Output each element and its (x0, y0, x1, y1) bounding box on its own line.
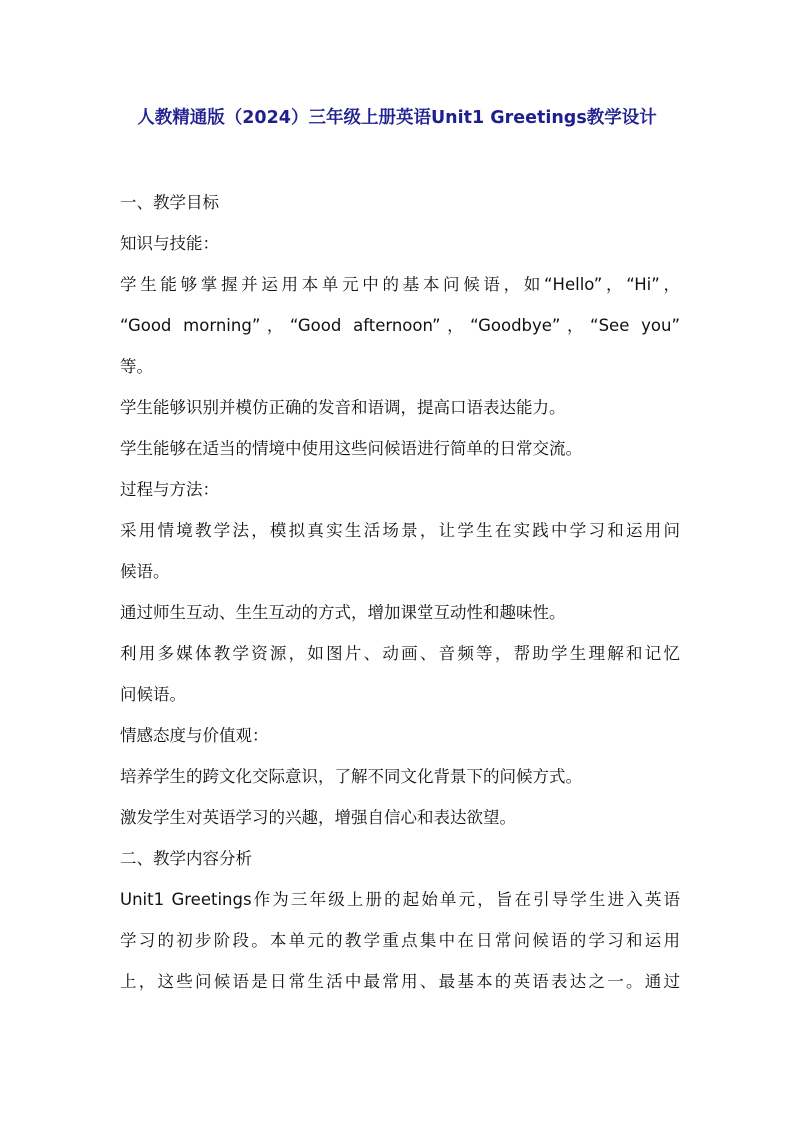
body-line: 学习的初步阶段。本单元的教学重点集中在日常问候语的学习和运用 (120, 931, 680, 950)
body-line: 利用多媒体教学资源，如图片、动画、音频等，帮助学生理解和记忆 (120, 644, 680, 663)
body-line: 激发学生对英语学习的兴趣，增强自信心和表达欲望。 (120, 808, 516, 827)
document-body (120, 182, 680, 1002)
body-line: 候语。 (120, 562, 170, 581)
document-title: 人教精通版（2024）三年级上册英语Unit1 Greetings教学设计 (137, 108, 657, 128)
body-line: 采用情境教学法，模拟真实生活场景，让学生在实践中学习和运用问 (120, 521, 680, 540)
section-heading: 一、教学目标 (120, 193, 219, 212)
body-line: 学生能够掌握并运用本单元中的基本问候语，如“Hello”，“Hi”， (120, 275, 680, 294)
subsection-heading: 过程与方法： (120, 480, 219, 499)
body-line: 上，这些问候语是日常生活中最常用、最基本的英语表达之一。通过 (120, 972, 680, 991)
body-line: 等。 (120, 357, 153, 376)
body-line: 培养学生的跨文化交际意识，了解不同文化背景下的问候方式。 (120, 767, 582, 786)
section-heading: 二、教学内容分析 (120, 849, 252, 868)
body-line: 学生能够识别并模仿正确的发音和语调，提高口语表达能力。 (120, 398, 566, 417)
body-line: 问候语。 (120, 685, 186, 704)
body-line: Unit1 Greetings作为三年级上册的起始单元，旨在引导学生进入英语 (120, 890, 680, 909)
body-line: 学生能够在适当的情境中使用这些问候语进行简单的日常交流。 (120, 439, 582, 458)
body-line: “Good morning”，“Good afternoon”，“Goodbye”，“See you” (120, 316, 680, 335)
body-line: 通过师生互动、生生互动的方式，增加课堂互动性和趣味性。 (120, 603, 566, 622)
subsection-heading: 知识与技能： (120, 234, 219, 253)
subsection-heading: 情感态度与价值观： (120, 726, 269, 745)
